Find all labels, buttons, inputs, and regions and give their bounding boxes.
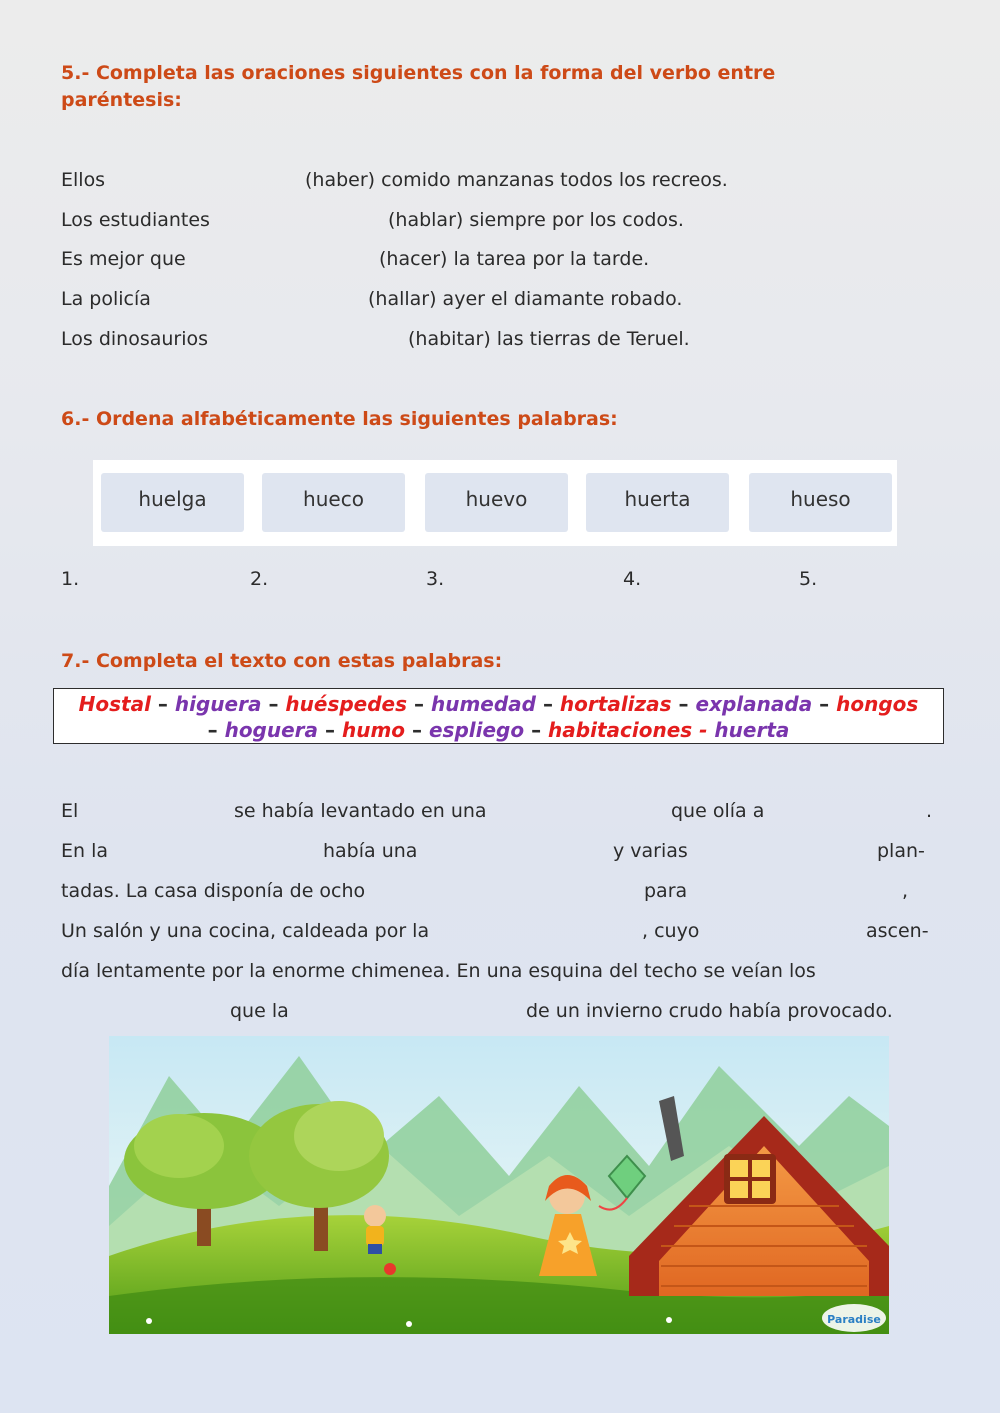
cloze-text: y varias [613, 840, 688, 862]
bank-separator: – [819, 692, 830, 716]
bank-word: humedad [430, 692, 536, 716]
word-chip[interactable]: huerta [586, 473, 729, 532]
bank-word: huerta [714, 718, 790, 742]
cloze-text: para [644, 880, 688, 902]
cloze-text: ascen- [866, 920, 929, 942]
logo-text: Paradise [827, 1313, 881, 1326]
sentence-2-subject: Los estudiantes [61, 209, 210, 231]
sentence-4-subject: La policía [61, 288, 151, 310]
sentence-5-rest: (habitar) las tierras de Teruel. [408, 328, 690, 350]
bank-separator: – [542, 692, 553, 716]
bank-word: hoguera [224, 718, 319, 742]
window-pane [752, 1181, 770, 1198]
word-bank-line-2 [54, 717, 943, 743]
bank-word: explanada [695, 692, 813, 716]
sentence-4-rest: (hallar) ayer el diamante robado. [368, 288, 683, 310]
sentence-1-subject: Ellos [61, 169, 106, 191]
section-6-heading: 6.- Ordena alfabéticamente las siguientes palabras: [61, 408, 618, 430]
word-bank [53, 688, 944, 744]
word-chip[interactable]: hueco [262, 473, 405, 532]
cloze-text: . [926, 800, 933, 822]
section-5-heading-line2: paréntesis: [61, 89, 182, 111]
boy-shorts [368, 1244, 382, 1254]
bank-word: hortalizas [559, 692, 672, 716]
window-pane [752, 1160, 770, 1177]
cloze-text: de un invierno crudo había provocado. [526, 1000, 893, 1022]
cloze-text: día lentamente por la enorme chimenea. En una esquina del techo se veían los [61, 960, 816, 982]
word-chip[interactable]: huevo [425, 473, 568, 532]
bank-separator: - [699, 718, 708, 742]
cloze-text: El [61, 800, 79, 822]
order-slot-number: 5. [799, 568, 818, 590]
cloze-text: que la [230, 1000, 289, 1022]
flower [146, 1318, 152, 1324]
cloze-text: plan- [877, 840, 925, 862]
cloze-text: había una [323, 840, 418, 862]
section-7-heading: 7.- Completa el texto con estas palabras: [61, 650, 503, 672]
sentence-2-rest: (hablar) siempre por los codos. [388, 209, 684, 231]
word-bank-line-1 [54, 691, 943, 717]
bank-separator: – [678, 692, 689, 716]
boy-shirt [366, 1226, 384, 1246]
cloze-text: que olía a [671, 800, 765, 822]
cloze-text: , [902, 880, 909, 902]
window-pane [730, 1160, 748, 1177]
order-slot-number: 1. [61, 568, 80, 590]
flower [406, 1321, 412, 1327]
bank-separator: – [325, 718, 336, 742]
sentence-1-rest: (haber) comido manzanas todos los recreos. [305, 169, 728, 191]
sentence-3-subject: Es mejor que [61, 248, 186, 270]
section-5-heading-line1: 5.- Completa las oraciones siguientes con la forma del verbo entre [61, 62, 776, 84]
bank-word: higuera [174, 692, 262, 716]
bank-separator: – [268, 692, 279, 716]
bank-word: espliego [428, 718, 525, 742]
order-slot-number: 4. [623, 568, 642, 590]
order-slot-number: 3. [426, 568, 445, 590]
bank-word: habitaciones [548, 718, 693, 742]
cloze-text: tadas. La casa disponía de ocho [61, 880, 366, 902]
bank-word: hongos [836, 692, 919, 716]
order-slot-number: 2. [250, 568, 269, 590]
bank-separator: – [412, 718, 423, 742]
scene-svg [109, 1036, 889, 1334]
tree-canopy [294, 1101, 384, 1171]
cloze-text: , cuyo [642, 920, 700, 942]
flower [666, 1317, 672, 1323]
tree-canopy [134, 1114, 224, 1178]
bank-separator: – [157, 692, 168, 716]
cloze-text: En la [61, 840, 109, 862]
bank-separator: – [414, 692, 424, 716]
word-chip[interactable]: huelga [101, 473, 244, 532]
word-chip[interactable]: hueso [749, 473, 892, 532]
countryside-illustration [109, 1036, 889, 1334]
bank-word: Hostal [78, 692, 151, 716]
sentence-3-rest: (hacer) la tarea por la tarde. [379, 248, 650, 270]
bank-separator: – [207, 718, 218, 742]
window-pane [730, 1181, 748, 1198]
bank-word: humo [341, 718, 406, 742]
cloze-text: Un salón y una cocina, caldeada por la [61, 920, 430, 942]
bank-separator: – [531, 718, 542, 742]
boy-head [364, 1205, 386, 1227]
bank-word: huéspedes [285, 692, 408, 716]
ball [384, 1263, 396, 1275]
section-5-heading [61, 60, 861, 114]
cloze-text: se había levantado en una [234, 800, 487, 822]
word-chips-panel [93, 460, 897, 546]
sentence-5-subject: Los dinosaurios [61, 328, 209, 350]
